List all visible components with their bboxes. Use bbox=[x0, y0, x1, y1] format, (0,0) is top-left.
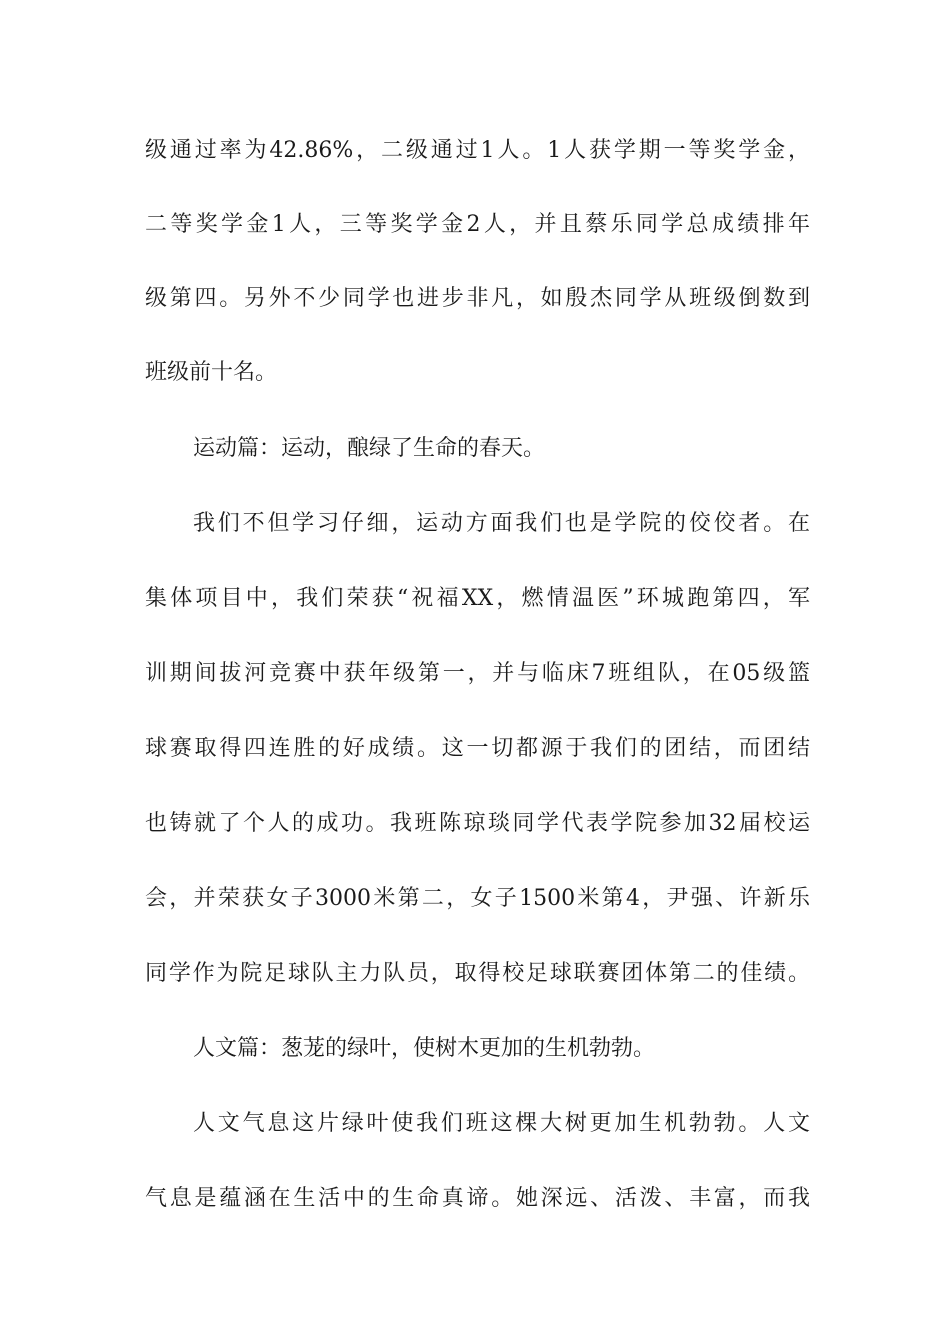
text-line-14: 人文气息这片绿叶使我们班这棵大树更加生机勃勃。人文 bbox=[193, 1111, 810, 1136]
text-line-7: 集体项目中，我们荣获“祝福XX，燃情温医”环城跑第四，军 bbox=[145, 586, 810, 611]
text-line-3: 级第四。另外不少同学也进步非凡，如殷杰同学从班级倒数到 bbox=[145, 286, 810, 311]
text-line-1: 级通过率为42.86%，二级通过1人。1人获学期一等奖学金， bbox=[145, 138, 810, 163]
text-line-2: 二等奖学金1人，三等奖学金2人，并且蔡乐同学总成绩排年 bbox=[145, 212, 810, 237]
text-line-12: 同学作为院足球队主力队员，取得校足球联赛团体第二的佳绩。 bbox=[145, 961, 810, 986]
text-line-8: 训期间拔河竞赛中获年级第一，并与临床7班组队，在05级篮 bbox=[145, 661, 810, 686]
text-line-6: 我们不但学习仔细，运动方面我们也是学院的佼佼者。在 bbox=[193, 511, 810, 536]
text-line-10: 也铸就了个人的成功。我班陈琼琰同学代表学院参加32届校运 bbox=[145, 811, 810, 836]
text-line-9: 球赛取得四连胜的好成绩。这一切都源于我们的团结，而团结 bbox=[145, 736, 810, 761]
text-line-11: 会，并荣获女子3000米第二，女子1500米第4，尹强、许新乐 bbox=[145, 886, 810, 911]
text-line-4: 班级前十名。 bbox=[145, 360, 278, 385]
section-heading-sports: 运动篇：运动，酿绿了生命的春天。 bbox=[193, 436, 546, 461]
section-heading-humanities: 人文篇：葱茏的绿叶，使树木更加的生机勃勃。 bbox=[193, 1036, 656, 1061]
text-line-15: 气息是蕴涵在生活中的生命真谛。她深远、活泼、丰富，而我 bbox=[145, 1186, 810, 1211]
